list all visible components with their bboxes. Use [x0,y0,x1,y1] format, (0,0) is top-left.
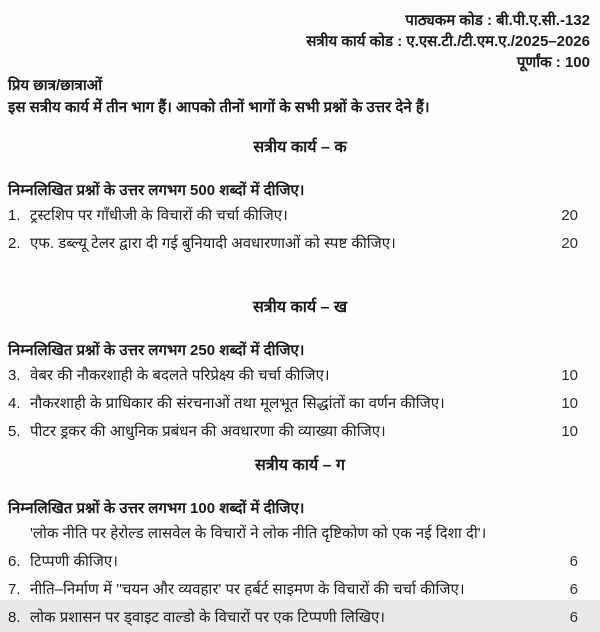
question-marks: 10 [561,423,578,440]
question-number: 7. [8,581,21,598]
question-text: नीति–निर्माण में ''चयन और व्यवहार' पर हर्बर्ट साइमण के विचारों की चर्चा कीजिए। [30,581,465,598]
question-row-3 [8,362,592,390]
question-text: पीटर ड्रकर की आधुनिक प्रबंधन की अवधारणा की व्याख्या कीजिए। [30,423,386,440]
question-number: 1. [8,207,21,224]
question-row-2 [8,230,592,258]
greeting-line: प्रिय छात्र/छात्राओं [8,77,103,94]
section-b-title: सत्रीय कार्य – ख [252,299,348,316]
course-code-line: पाठ्यकम कोड : बी.पी.ए.सी.-132 [405,12,590,29]
question-marks: 10 [561,395,578,412]
question-marks: 6 [569,609,578,626]
question-text: 'लोक नीति पर हेरोल्ड लासवेल के विचारों ने लोक नीति दृष्टिकोण को एक नई दिशा दी'। टिप्पणी कीजिए। [30,525,487,570]
section-a-title: सत्रीय कार्य – क [253,139,347,156]
question-marks: 20 [561,207,578,224]
question-number: 5. [8,423,21,440]
assignment-code-line: सत्रीय कार्य कोड : ए.एस.टी./टी.एम.ए./2025–2026 [306,33,590,50]
question-row-4 [8,390,592,418]
intro-line: इस सत्रीय कार्य में तीन भाग हैं। आपको तीनों भागों के सभी प्रश्नों के उत्तर देने हैं। [8,99,430,116]
question-row-8 [8,604,592,632]
section-c [8,455,592,632]
question-marks: 20 [561,235,578,252]
question-number: 4. [8,395,21,412]
question-row-5 [8,418,592,446]
question-row-6 [8,520,592,576]
question-text: नौकरशाही के प्राधिकार की संरचनाओं तथा मूलभूत सिद्धांतों का वर्णन कीजिए। [30,395,445,412]
question-number: 8. [8,609,21,626]
document-header [8,10,592,73]
section-c-title: सत्रीय कार्य – ग [254,457,346,474]
section-b-instruction: निम्नलिखित प्रश्नों के उत्तर लगभग 250 शब्दों में दीजिए। [8,342,305,359]
question-text: लोक प्रशासन पर ड्वाइट वाल्डो के विचारों पर एक टिप्पणी लिखिए। [30,609,385,626]
question-number: 6. [8,553,21,570]
question-number: 2. [8,235,21,252]
question-row-7 [8,576,592,604]
question-text: ट्रस्टशिप पर गाँधीजी के विचारों की चर्चा कीजिए। [30,207,288,224]
question-marks: 10 [561,367,578,384]
section-c-instruction: निम्नलिखित प्रश्नों के उत्तर लगभग 100 शब्दों में दीजिए। [8,500,305,517]
section-a [8,137,592,258]
question-row-1 [8,202,592,230]
question-text: वेबर की नौकरशाही के बदलते परिप्रेक्ष्य की चर्चा कीजिए। [30,367,330,384]
question-marks: 6 [569,553,578,570]
question-marks: 6 [569,581,578,598]
question-text: एफ. डब्ल्यू टेलर द्वारा दी गई बुनियादी अवधारणाओं को स्पष्ट कीजिए। [30,235,396,252]
section-a-instruction: निम्नलिखित प्रश्नों के उत्तर लगभग 500 शब्दों में दीजिए। [8,182,305,199]
question-number: 3. [8,367,21,384]
section-b [8,297,592,446]
total-marks-line: पूर्णांक : 100 [516,54,590,71]
